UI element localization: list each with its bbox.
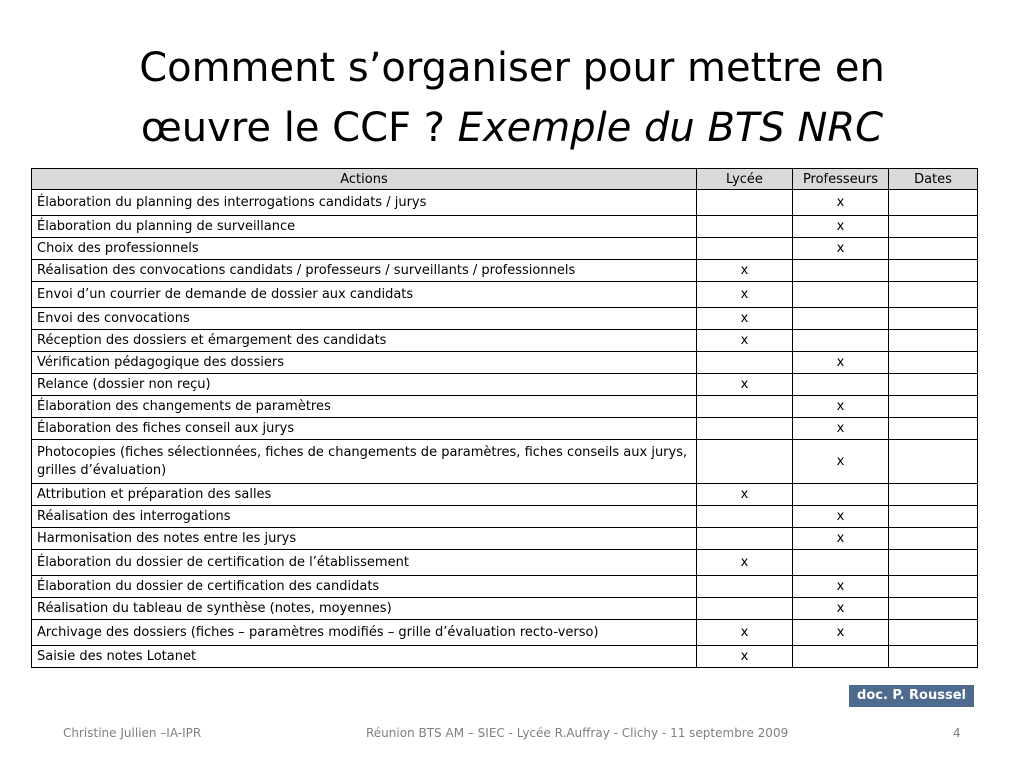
action-cell: Élaboration du dossier de certification de l’établissement: [32, 550, 697, 576]
lycee-cell: [697, 190, 793, 216]
lycee-cell: [697, 238, 793, 260]
table-row: [32, 352, 978, 374]
dates-cell: [889, 620, 978, 646]
title-line-2-main: œuvre le CCF ?: [140, 105, 458, 151]
action-cell: Choix des professionnels: [32, 238, 697, 260]
lycee-cell: [697, 352, 793, 374]
action-cell: Élaboration du dossier de certification des candidats: [32, 576, 697, 598]
action-cell: Harmonisation des notes entre les jurys: [32, 528, 697, 550]
dates-cell: [889, 418, 978, 440]
dates-cell: [889, 484, 978, 506]
action-cell: Envoi des convocations: [32, 308, 697, 330]
professeurs-cell: [793, 330, 889, 352]
table-row: [32, 506, 978, 528]
dates-cell: [889, 440, 978, 484]
title-line-2: [0, 98, 1024, 158]
action-cell: Réalisation des convocations candidats / professeurs / surveillants / professionnels: [32, 260, 697, 282]
professeurs-cell: x: [793, 190, 889, 216]
professeurs-cell: [793, 374, 889, 396]
dates-cell: [889, 396, 978, 418]
ccf-table-container: [31, 168, 978, 668]
professeurs-cell: [793, 646, 889, 668]
dates-cell: [889, 330, 978, 352]
professeurs-cell: x: [793, 440, 889, 484]
table-row: [32, 260, 978, 282]
lycee-cell: [697, 418, 793, 440]
lycee-cell: [697, 440, 793, 484]
header-professeurs: Professeurs: [793, 169, 889, 190]
table-row: [32, 550, 978, 576]
action-cell: Relance (dossier non reçu): [32, 374, 697, 396]
table-row: [32, 440, 978, 484]
table-row: [32, 418, 978, 440]
dates-cell: [889, 308, 978, 330]
professeurs-cell: [793, 550, 889, 576]
action-cell: Réception des dossiers et émargement des candidats: [32, 330, 697, 352]
slide-title: [0, 38, 1024, 158]
header-dates: Dates: [889, 169, 978, 190]
dates-cell: [889, 282, 978, 308]
lycee-cell: x: [697, 260, 793, 282]
professeurs-cell: x: [793, 576, 889, 598]
table-row: [32, 396, 978, 418]
lycee-cell: x: [697, 308, 793, 330]
action-cell: Réalisation des interrogations: [32, 506, 697, 528]
dates-cell: [889, 190, 978, 216]
lycee-cell: x: [697, 646, 793, 668]
action-cell: Élaboration des changements de paramètres: [32, 396, 697, 418]
professeurs-cell: x: [793, 238, 889, 260]
footer-author: Christine Jullien –IA-IPR: [63, 726, 202, 740]
table-header-row: [32, 169, 978, 190]
professeurs-cell: x: [793, 396, 889, 418]
dates-cell: [889, 550, 978, 576]
dates-cell: [889, 598, 978, 620]
action-cell: Envoi d’un courrier de demande de dossier aux candidats: [32, 282, 697, 308]
lycee-cell: x: [697, 620, 793, 646]
title-subtitle: Exemple du BTS NRC: [457, 105, 884, 151]
action-cell: Élaboration du planning des interrogations candidats / jurys: [32, 190, 697, 216]
lycee-cell: x: [697, 484, 793, 506]
title-line-1: Comment s’organiser pour mettre en: [139, 45, 885, 91]
dates-cell: [889, 260, 978, 282]
lycee-cell: [697, 216, 793, 238]
credit-badge: doc. P. Roussel: [849, 685, 974, 707]
action-cell: Archivage des dossiers (fiches – paramètres modifiés – grille d’évaluation recto-verso): [32, 620, 697, 646]
table-row: [32, 308, 978, 330]
dates-cell: [889, 216, 978, 238]
header-lycee: Lycée: [697, 169, 793, 190]
table-row: [32, 484, 978, 506]
professeurs-cell: [793, 282, 889, 308]
lycee-cell: x: [697, 374, 793, 396]
action-cell: Élaboration du planning de surveillance: [32, 216, 697, 238]
dates-cell: [889, 352, 978, 374]
action-cell: Saisie des notes Lotanet: [32, 646, 697, 668]
professeurs-cell: x: [793, 216, 889, 238]
ccf-table: [31, 168, 978, 668]
action-cell: Vérification pédagogique des dossiers: [32, 352, 697, 374]
dates-cell: [889, 528, 978, 550]
table-row: [32, 216, 978, 238]
action-cell: Attribution et préparation des salles: [32, 484, 697, 506]
professeurs-cell: x: [793, 352, 889, 374]
lycee-cell: [697, 598, 793, 620]
footer-event: Réunion BTS AM – SIEC - Lycée R.Auffray - Clichy - 11 septembre 2009: [366, 726, 789, 740]
professeurs-cell: [793, 260, 889, 282]
lycee-cell: [697, 576, 793, 598]
lycee-cell: [697, 528, 793, 550]
professeurs-cell: [793, 484, 889, 506]
lycee-cell: x: [697, 550, 793, 576]
professeurs-cell: x: [793, 506, 889, 528]
dates-cell: [889, 374, 978, 396]
table-row: [32, 238, 978, 260]
action-cell: Réalisation du tableau de synthèse (notes, moyennes): [32, 598, 697, 620]
dates-cell: [889, 506, 978, 528]
table-row: [32, 282, 978, 308]
lycee-cell: [697, 506, 793, 528]
table-row: [32, 374, 978, 396]
table-row: [32, 576, 978, 598]
professeurs-cell: x: [793, 598, 889, 620]
dates-cell: [889, 238, 978, 260]
professeurs-cell: [793, 308, 889, 330]
dates-cell: [889, 576, 978, 598]
professeurs-cell: x: [793, 620, 889, 646]
header-actions: Actions: [32, 169, 697, 190]
professeurs-cell: x: [793, 418, 889, 440]
footer-page-number: 4: [953, 726, 961, 740]
action-cell: Élaboration des fiches conseil aux jurys: [32, 418, 697, 440]
professeurs-cell: x: [793, 528, 889, 550]
table-row: [32, 330, 978, 352]
lycee-cell: x: [697, 282, 793, 308]
table-row: [32, 190, 978, 216]
table-row: [32, 620, 978, 646]
table-row: [32, 528, 978, 550]
action-cell: Photocopies (fiches sélectionnées, fiches de changements de paramètres, fiches conseils aux jurys, grilles d’évaluation): [32, 440, 697, 484]
lycee-cell: [697, 396, 793, 418]
table-body: [32, 190, 978, 668]
dates-cell: [889, 646, 978, 668]
table-row: [32, 646, 978, 668]
lycee-cell: x: [697, 330, 793, 352]
table-row: [32, 598, 978, 620]
